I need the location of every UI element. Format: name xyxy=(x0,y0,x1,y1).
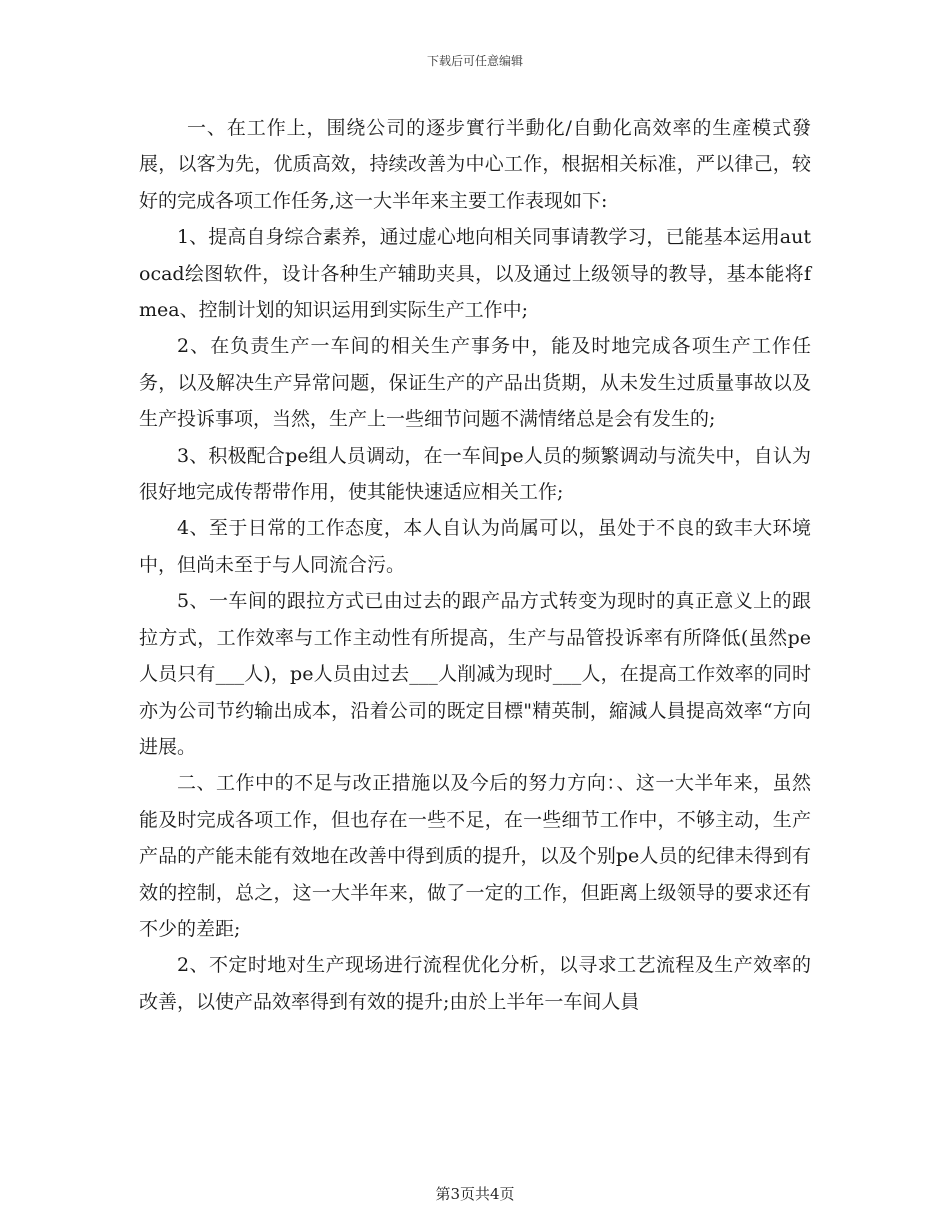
paragraph-3: 2、在负责生产一车间的相关生产事务中，能及时地完成各项生产工作任务，以及解决生产异常问题，保证生产的产品出货期，从未发生过质量事故以及生产投诉事项，当然，生产上一些细节问题不满情绪总是会有发生的; xyxy=(139,335,811,431)
paragraph-7: 二、工作中的不足与改正措施以及今后的努力方向：、这一大半年来，虽然能及时完成各项工作，但也存在一些不足，在一些细节工作中，不够主动，生产产品的产能未能有效地在改善中得到质的提升，以及个别pe人员的纪律未得到有效的控制，总之，这一大半年来，做了一定的工作，但距离上级领导的要求还有不少的差距; xyxy=(139,772,811,940)
paragraph-5: 4、至于日常的工作态度，本人自认为尚属可以，虽处于不良的致丰大环境中，但尚未至于与人同流合污。 xyxy=(139,517,811,576)
document-body xyxy=(139,110,811,1020)
paragraph-8: 2、不定时地对生产现场进行流程优化分析，以寻求工艺流程及生产效率的改善，以使产品效率得到有效的提升;由於上半年一车间人員 xyxy=(139,954,811,1013)
paragraph-2: 1、提高自身综合素养，通过虚心地向相关同事请教学习，已能基本运用autocad绘图软件，设计各种生产辅助夹具，以及通过上级领导的教导，基本能将fmea、控制计划的知识运用到实际生产工作中; xyxy=(139,226,811,322)
page-header: 下载后可任意编辑 xyxy=(426,54,523,68)
paragraph-1: 一、在工作上，围绕公司的逐步實行半動化/自動化高效率的生產模式發展，以客为先，优质高效，持续改善为中心工作，根据相关标准，严以律己，较好的完成各项工作任务,这一大半年来主要工作表现如下: xyxy=(139,117,811,212)
page-number: 第3页共4页 xyxy=(435,1185,515,1203)
paragraph-6: 5、一车间的跟拉方式已由过去的跟产品方式转变为现时的真正意义上的跟拉方式，工作效率与工作主动性有所提高，生产与品管投诉率有所降低(虽然pe人员只有___人)，pe人员由过去___人削减为现时___人，在提高工作效率的同时亦为公司节约输出成本，沿着公司的既定目標"精英制，縮減人員提高效率“方向进展。 xyxy=(139,590,811,758)
paragraph-4: 3、积极配合pe组人员调动，在一车间pe人员的频繁调动与流失中，自认为很好地完成传帮带作用，使其能快速适应相关工作; xyxy=(139,444,811,504)
